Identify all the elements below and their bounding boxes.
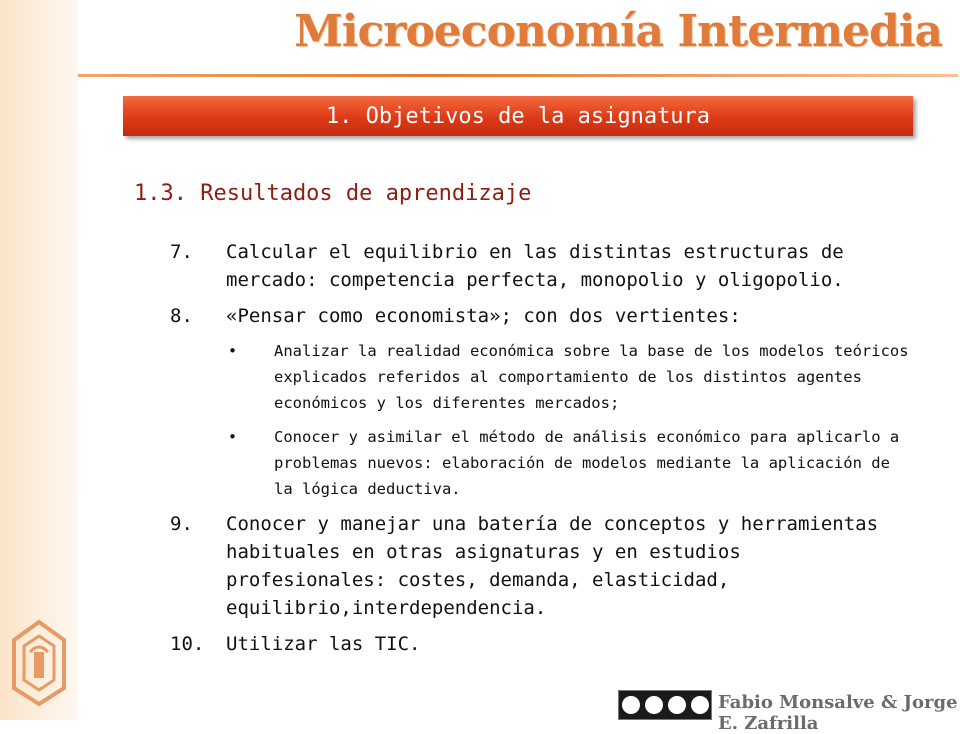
subheading: 1.3. Resultados de aprendizaje xyxy=(134,181,532,206)
by-icon xyxy=(645,696,663,714)
item-text: Calcular el equilibrio en las distintas estructuras de mercado: competencia perfecta, monopolio y oligopolio. xyxy=(226,241,844,291)
item-number: 7. xyxy=(170,241,193,263)
list-item xyxy=(170,510,910,622)
bullet-marker: • xyxy=(228,428,238,446)
page-title: Microeconomía Intermedia xyxy=(294,6,942,57)
item-text: Utilizar las TIC. xyxy=(226,633,421,655)
item-number: 10. xyxy=(170,633,205,655)
item-number: 9. xyxy=(170,513,193,535)
item-number: 8. xyxy=(170,305,193,327)
university-logo-icon xyxy=(8,618,70,708)
creative-commons-badge xyxy=(618,690,712,720)
title-divider xyxy=(78,74,958,77)
content-list xyxy=(170,238,910,666)
footer-author: Fabio Monsalve & Jorge E. Zafrilla xyxy=(718,692,958,734)
section-title: 1. Objetivos de la asignatura xyxy=(325,103,711,129)
bullet-marker: • xyxy=(228,342,238,360)
bullet-item xyxy=(226,338,910,416)
item-text: «Pensar como economista»; con dos vertientes: xyxy=(226,305,741,327)
list-item xyxy=(170,302,910,330)
bullet-text: Analizar la realidad económica sobre la base de los modelos teóricos explicados referidos al comportamiento de los distintos agentes económicos y los diferentes mercados; xyxy=(274,342,909,412)
list-item xyxy=(170,238,910,294)
nc-icon xyxy=(668,696,686,714)
section-banner xyxy=(123,96,913,136)
item-text: Conocer y manejar una batería de conceptos y herramientas habituales en otras asignaturas y en estudios profesionales: costes, demanda, elasticidad, equilibrio,interdependencia. xyxy=(226,513,879,619)
sa-icon xyxy=(691,696,709,714)
bullet-text: Conocer y asimilar el método de análisis económico para aplicarlo a problemas nuevos: elaboración de modelos mediante la aplicación de la lógica deductiva. xyxy=(274,428,900,498)
bullet-item xyxy=(226,424,910,502)
sub-bullet-list xyxy=(226,338,910,502)
cc-icon xyxy=(622,696,640,714)
list-item xyxy=(170,630,910,658)
sidebar-decoration xyxy=(0,0,78,720)
